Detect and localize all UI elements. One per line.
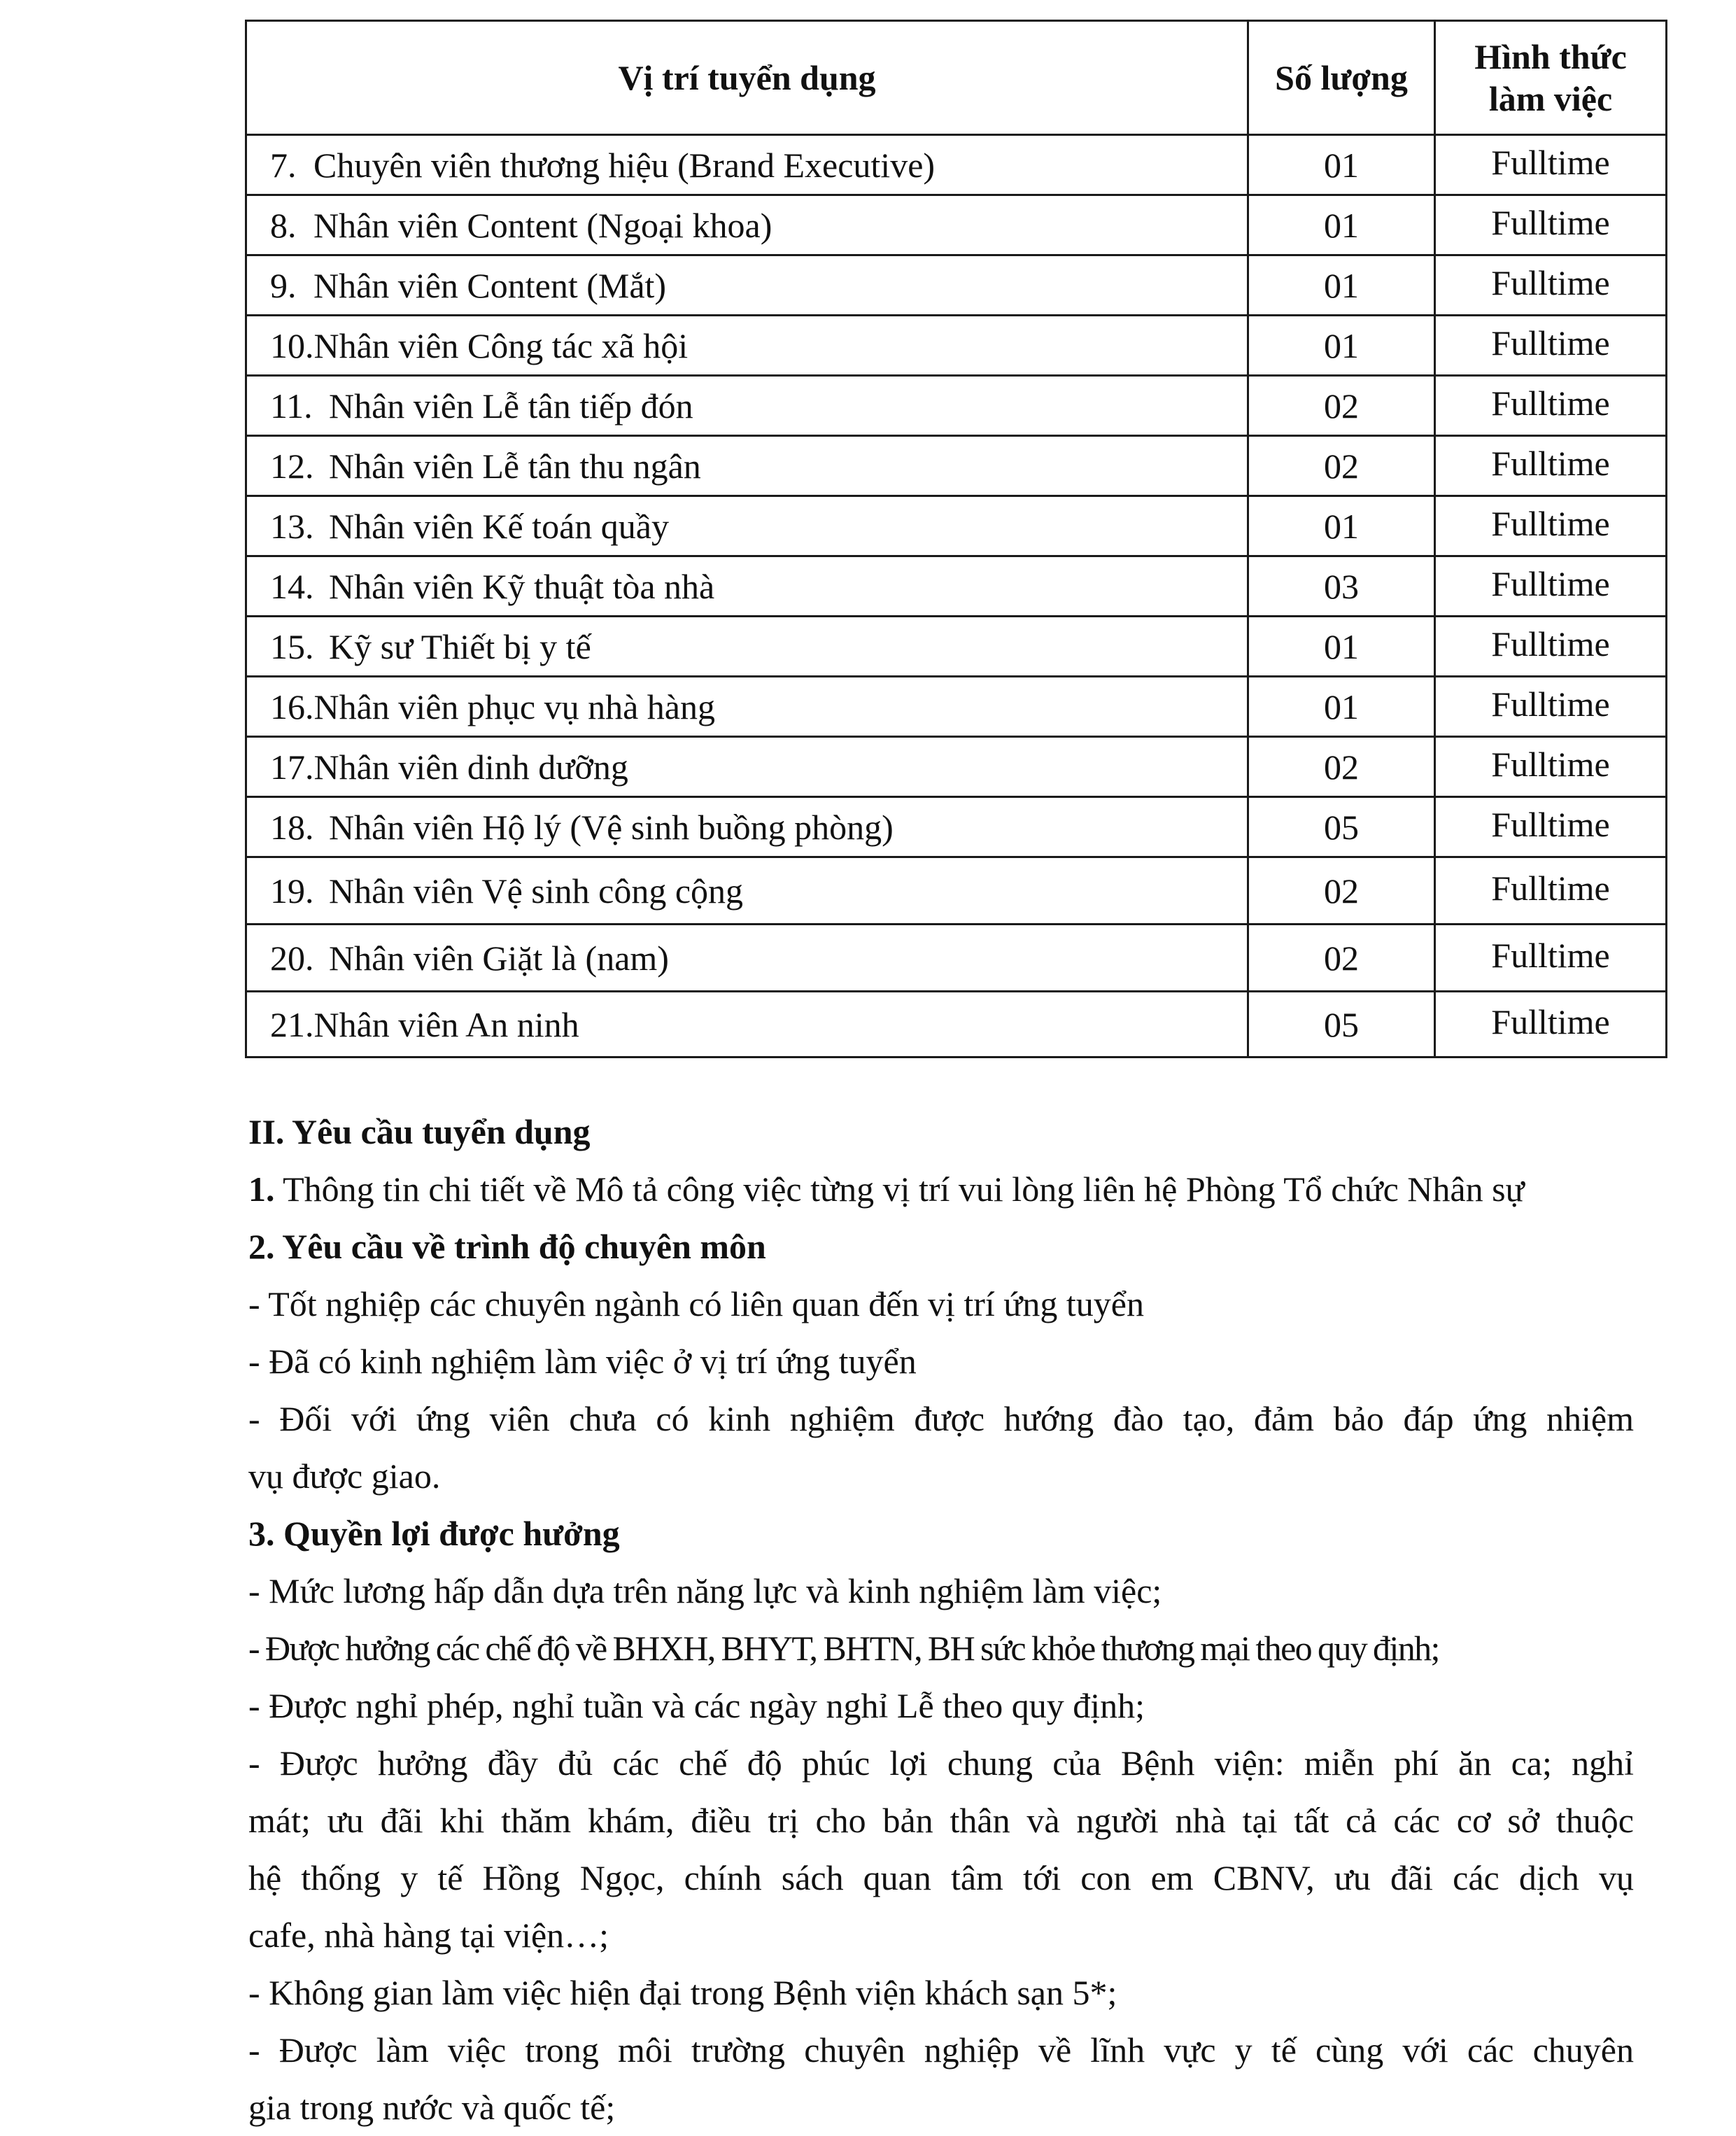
row-work-type-label: Fulltime [1491,744,1610,784]
header-work-type [1435,21,1667,135]
row-number: 21. [270,1004,314,1044]
row-quantity: 01 [1248,496,1435,556]
row-work-type [1435,255,1667,316]
row-position [246,376,1248,436]
row-position [246,925,1248,992]
row-title: Nhân viên Lễ tân tiếp đón [329,386,693,426]
row-position [246,436,1248,496]
header-work-type-line1: Hình thức [1474,37,1627,76]
table-row [246,255,1667,316]
row-title: Nhân viên An ninh [313,1004,579,1044]
section-heading: II. Yêu cầu tuyển dụng [248,1112,591,1151]
row-quantity: 01 [1248,255,1435,316]
row-quantity: 03 [1248,556,1435,617]
row-position [246,797,1248,857]
row-quantity: 02 [1248,436,1435,496]
row-title: Nhân viên Content (Ngoại khoa) [313,205,772,245]
row-position [246,316,1248,376]
row-quantity: 01 [1248,316,1435,376]
row-work-type-label: Fulltime [1491,383,1610,423]
row-number: 13. [270,506,314,546]
row-position [246,556,1248,617]
row-position [246,135,1248,195]
requirements-section [248,1103,1634,2136]
row-work-type-label: Fulltime [1491,323,1610,363]
table-row [246,316,1667,376]
row-title: Nhân viên phục vụ nhà hàng [313,687,715,726]
row-quantity: 05 [1248,797,1435,857]
row-quantity: 02 [1248,857,1435,925]
table-row [246,617,1667,677]
row-quantity: 01 [1248,617,1435,677]
item1-number: 1. [248,1169,275,1209]
table-row [246,496,1667,556]
item3-line: - Được hưởng đầy đủ các chế độ phúc lợi chung của Bệnh viện: miễn phí ăn ca; nghỉ [248,1743,1634,1783]
row-position [246,737,1248,797]
row-work-type-label: Fulltime [1491,262,1610,302]
table-row [246,376,1667,436]
row-number: 18. [270,807,314,847]
row-position [246,992,1248,1058]
header-position: Vị trí tuyển dụng [246,21,1248,135]
row-number: 8. [270,205,297,245]
item3-line: gia trong nước và quốc tế; [248,2088,616,2127]
item2-bullet-continued: vụ được giao. [248,1456,441,1496]
row-position [246,617,1248,677]
item3-line: - Mức lương hấp dẫn dựa trên năng lực và kinh nghiệm làm việc; [248,1571,1162,1610]
row-title: Nhân viên Kỹ thuật tòa nhà [329,566,715,606]
row-number: 9. [270,265,297,305]
row-title: Nhân viên Hộ lý (Vệ sinh buồng phòng) [329,807,894,847]
table-row [246,195,1667,255]
table-row [246,737,1667,797]
item2-bullet: - Đối với ứng viên chưa có kinh nghiệm được hướng đào tạo, đảm bảo đáp ứng nhiệm [248,1399,1634,1438]
row-work-type-label: Fulltime [1491,503,1610,543]
row-number: 7. [270,145,297,185]
row-quantity: 02 [1248,376,1435,436]
row-quantity: 02 [1248,925,1435,992]
row-title: Nhân viên Công tác xã hội [313,325,689,365]
table-row [246,857,1667,925]
row-number: 16. [270,687,314,726]
row-title: Nhân viên Lễ tân thu ngân [329,446,701,486]
item3-line: hệ thống y tế Hồng Ngọc, chính sách quan tâm tới con em CBNV, ưu đãi các dịch vụ [248,1858,1634,1897]
table-row [246,797,1667,857]
row-quantity: 01 [1248,135,1435,195]
row-work-type [1435,677,1667,737]
table-row [246,992,1667,1058]
table-row [246,556,1667,617]
row-number: 17. [270,747,314,787]
row-quantity: 01 [1248,677,1435,737]
item2-heading: 2. Yêu cầu về trình độ chuyên môn [248,1227,766,1266]
row-number: 20. [270,938,314,978]
header-work-type-line2: làm việc [1488,79,1613,118]
row-quantity: 01 [1248,195,1435,255]
row-work-type-label: Fulltime [1491,624,1610,663]
item3-line: - Được nghỉ phép, nghỉ tuần và các ngày nghỉ Lễ theo quy định; [248,1686,1145,1725]
item2-bullet: - Đã có kinh nghiệm làm việc ở vị trí ứng tuyển [248,1342,917,1381]
row-work-type-label: Fulltime [1491,684,1610,724]
row-work-type [1435,316,1667,376]
row-work-type-label: Fulltime [1491,1002,1610,1041]
row-number: 12. [270,446,314,486]
item3-line: - Được hưởng các chế độ về BHXH, BHYT, BHTN, BH sức khỏe thương mại theo quy định; [248,1629,1439,1668]
table-row [246,436,1667,496]
row-position [246,195,1248,255]
table-row [246,135,1667,195]
row-position [246,496,1248,556]
row-work-type-label: Fulltime [1491,142,1610,182]
item1-line [248,1160,1634,1218]
row-number: 14. [270,566,314,606]
table-row [246,677,1667,737]
row-title: Nhân viên Content (Mắt) [313,265,667,305]
item2-bullet: - Tốt nghiệp các chuyên ngành có liên quan đến vị trí ứng tuyển [248,1284,1144,1323]
table-header-row [246,21,1667,135]
row-work-type [1435,436,1667,496]
row-position [246,677,1248,737]
row-work-type-label: Fulltime [1491,202,1610,242]
item3-line: - Không gian làm việc hiện đại trong Bệnh viện khách sạn 5*; [248,1973,1117,2012]
item1-text: Thông tin chi tiết về Mô tả công việc từng vị trí vui lòng liên hệ Phòng Tổ chức Nhân sự [283,1169,1525,1209]
item3-heading: 3. Quyền lợi được hưởng [248,1514,620,1553]
row-work-type [1435,617,1667,677]
row-position [246,255,1248,316]
row-title: Nhân viên Kế toán quầy [329,506,669,546]
row-work-type-label: Fulltime [1491,868,1610,908]
recruitment-table [245,20,1667,1058]
row-work-type [1435,797,1667,857]
row-work-type-label: Fulltime [1491,935,1610,975]
row-title: Nhân viên dinh dưỡng [313,747,628,787]
row-work-type [1435,556,1667,617]
row-work-type [1435,195,1667,255]
row-title: Nhân viên Giặt là (nam) [329,938,669,978]
row-work-type-label: Fulltime [1491,563,1610,603]
item3-line: cafe, nhà hàng tại viện…; [248,1916,609,1955]
row-number: 10. [270,325,314,365]
row-work-type [1435,737,1667,797]
item3-line: - Được làm việc trong môi trường chuyên nghiệp về lĩnh vực y tế cùng với các chuyên [248,2030,1634,2070]
row-work-type [1435,857,1667,925]
row-title: Chuyên viên thương hiệu (Brand Executive) [313,145,936,185]
row-work-type [1435,992,1667,1058]
row-position [246,857,1248,925]
item3-line: mát; ưu đãi khi thăm khám, điều trị cho bản thân và người nhà tại tất cả các cơ sở thuộc [248,1801,1634,1840]
row-work-type-label: Fulltime [1491,443,1610,483]
row-number: 11. [270,386,313,426]
row-title: Kỹ sư Thiết bị y tế [329,626,591,666]
row-work-type [1435,376,1667,436]
row-work-type-label: Fulltime [1491,804,1610,844]
table-row [246,925,1667,992]
header-quantity: Số lượng [1248,21,1435,135]
row-quantity: 05 [1248,992,1435,1058]
row-work-type [1435,925,1667,992]
row-title: Nhân viên Vệ sinh công cộng [329,871,744,911]
row-work-type [1435,496,1667,556]
row-number: 19. [270,871,314,911]
row-work-type [1435,135,1667,195]
row-quantity: 02 [1248,737,1435,797]
row-number: 15. [270,626,314,666]
